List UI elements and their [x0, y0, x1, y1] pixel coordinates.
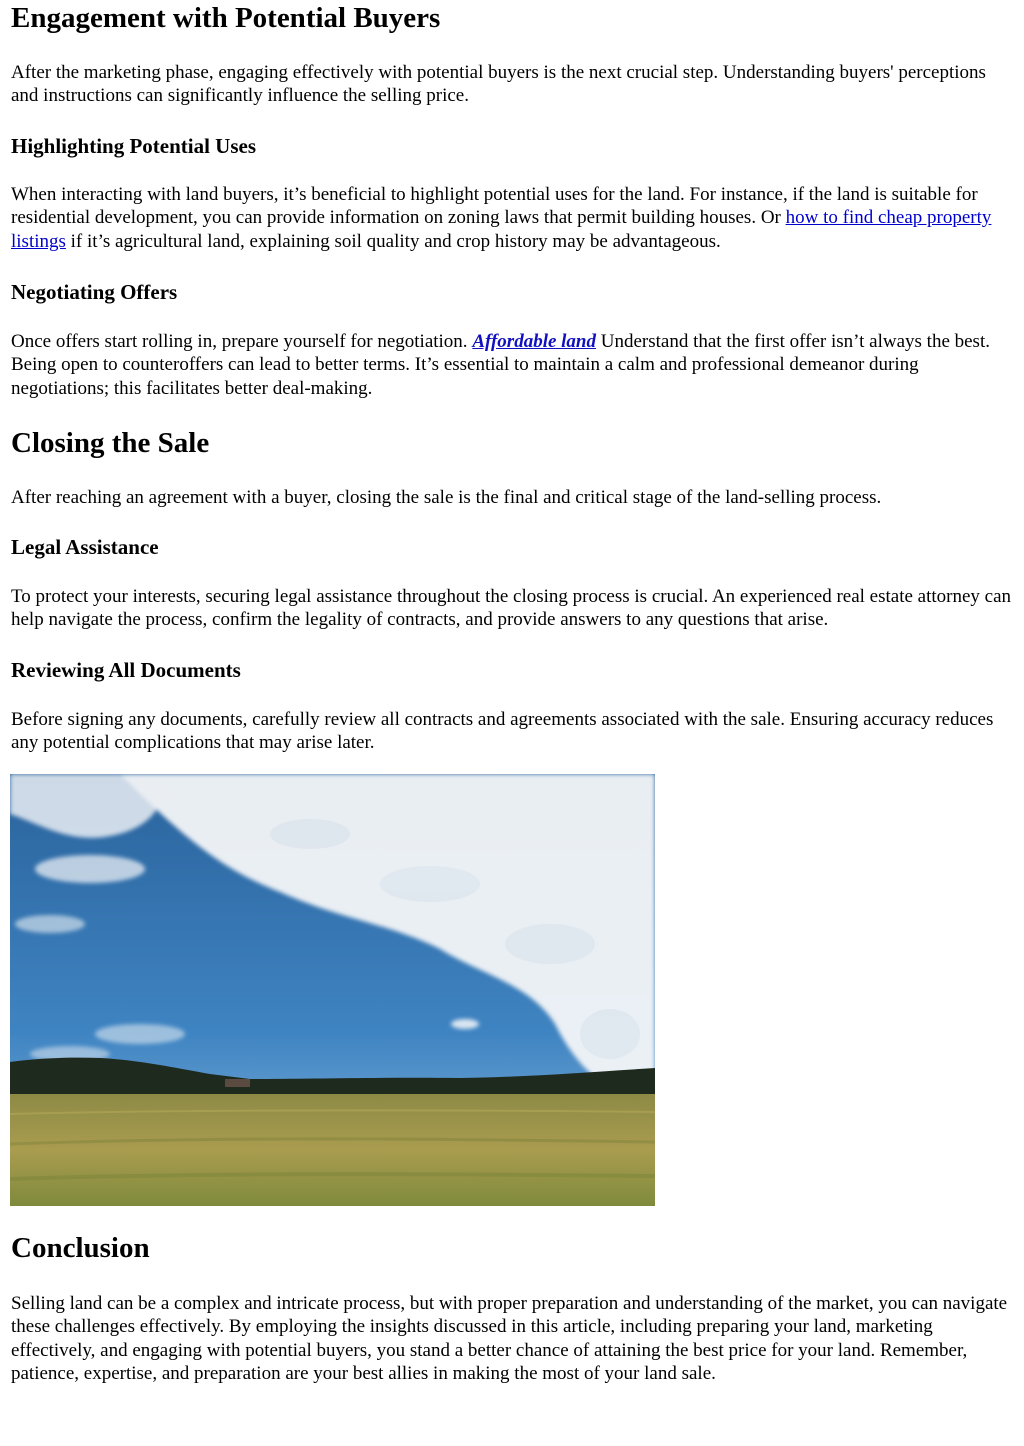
heading-reviewing-documents: Reviewing All Documents — [11, 658, 241, 682]
heading-engagement: Engagement with Potential Buyers — [11, 2, 441, 34]
field-sky-photo — [10, 774, 655, 1206]
heading-conclusion: Conclusion — [11, 1232, 150, 1264]
paragraph-legal-assistance: To protect your interests, securing legal assistance throughout the closing process is crucial. An experienced real estate attorney can help navigate the process, confirm the legality of contracts, and provide answers to any questions that arise. — [11, 586, 1012, 631]
paragraph-negotiating — [11, 330, 1015, 400]
cheap-property-listings-link[interactable]: how to find cheap property listings — [11, 207, 992, 252]
paragraph-conclusion: Selling land can be a complex and intricate process, but with proper preparation and understanding of the market, you can navigate these challenges effectively. By employing the insights discussed in this article, including preparing your land, marketing effectively, and engaging with potential buyers, you stand a better chance of attaining the best price for your land. Remember, patience, expertise, and preparation are your best allies in making the most of your land sale. — [11, 1293, 1008, 1384]
paragraph-engagement-intro: After the marketing phase, engaging effectively with potential buyers is the next crucial step. Understanding buyers' perceptions and instructions can significantly influence the selling price. — [11, 62, 986, 107]
heading-closing-the-sale: Closing the Sale — [11, 427, 210, 459]
affordable-land-link[interactable]: Affordable land — [472, 331, 596, 352]
heading-potential-uses: Highlighting Potential Uses — [11, 134, 257, 158]
paragraph-reviewing-documents: Before signing any documents, carefully review all contracts and agreements associated with the sale. Ensuring accuracy reduces any potential complications that may arise later. — [11, 709, 994, 754]
text-segment: Understand that the first offer isn’t always the best. Being open to counteroffers can lead to better terms. It’s essential to maintain a calm and professional demeanor during negotiations; this facilitates better deal-making. — [11, 331, 990, 399]
paragraph-closing-intro: After reaching an agreement with a buyer, closing the sale is the final and critical stage of the land-selling process. — [11, 487, 882, 508]
text-segment: Once offers start rolling in, prepare yourself for negotiation. — [11, 331, 473, 352]
paragraph-potential-uses — [11, 183, 1015, 253]
text-segment: if it’s agricultural land, explaining soil quality and crop history may be advantageous. — [65, 230, 721, 252]
text-segment: When interacting with land buyers, it’s beneficial to highlight potential uses for the land. For instance, if the land is suitable for residential development, you can provide information on zoning laws that permit building houses. Or — [11, 184, 978, 229]
heading-negotiating-offers: Negotiating Offers — [11, 280, 178, 304]
heading-legal-assistance: Legal Assistance — [11, 535, 159, 559]
